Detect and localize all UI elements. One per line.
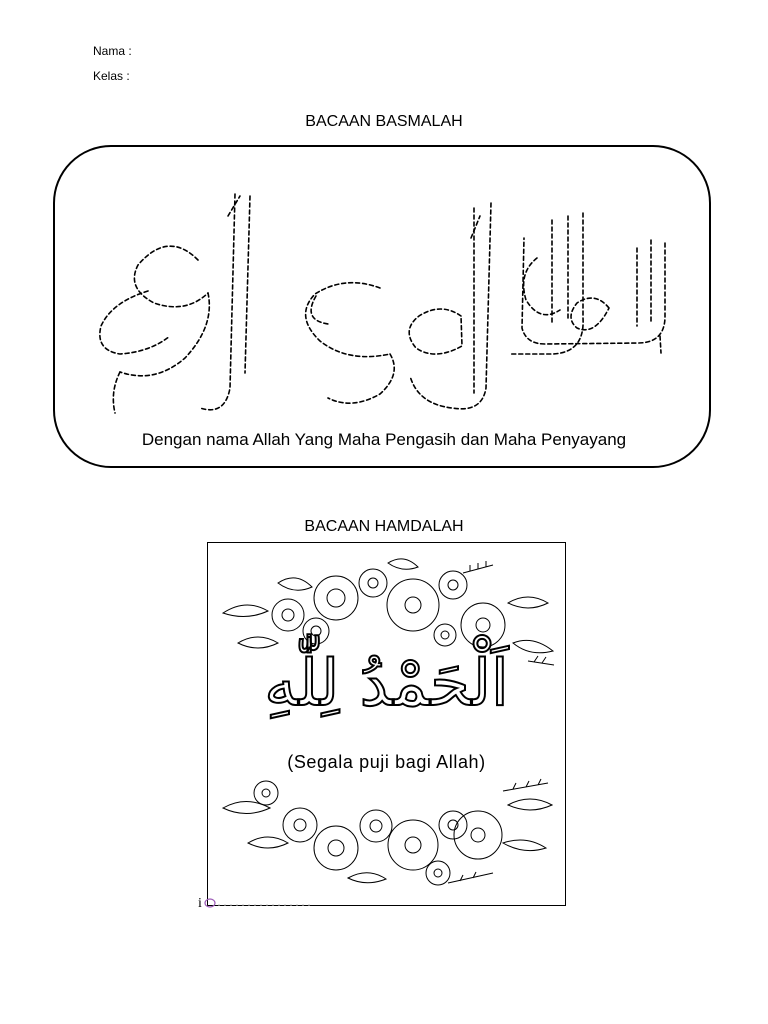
hamdalah-arabic-outline: اَلْحَمْدُ لِلّٰهِ <box>264 647 509 721</box>
brand-watermark-icon <box>198 895 318 909</box>
basmalah-translation: Dengan nama Allah Yang Maha Pengasih dan Maha Penyayang <box>141 430 627 449</box>
svg-text:i: i <box>198 896 202 909</box>
nama-label: Nama : <box>93 44 132 58</box>
kelas-label: Kelas : <box>93 69 130 83</box>
hamdalah-heading: BACAAN HAMDALAH <box>304 518 464 535</box>
basmalah-calligraphy-tracing <box>90 178 680 418</box>
basmalah-heading: BACAAN BASMALAH <box>305 113 463 130</box>
hamdalah-meaning: (Segala puji bagi Allah) <box>287 752 486 772</box>
hamdalah-coloring-page <box>207 542 566 906</box>
